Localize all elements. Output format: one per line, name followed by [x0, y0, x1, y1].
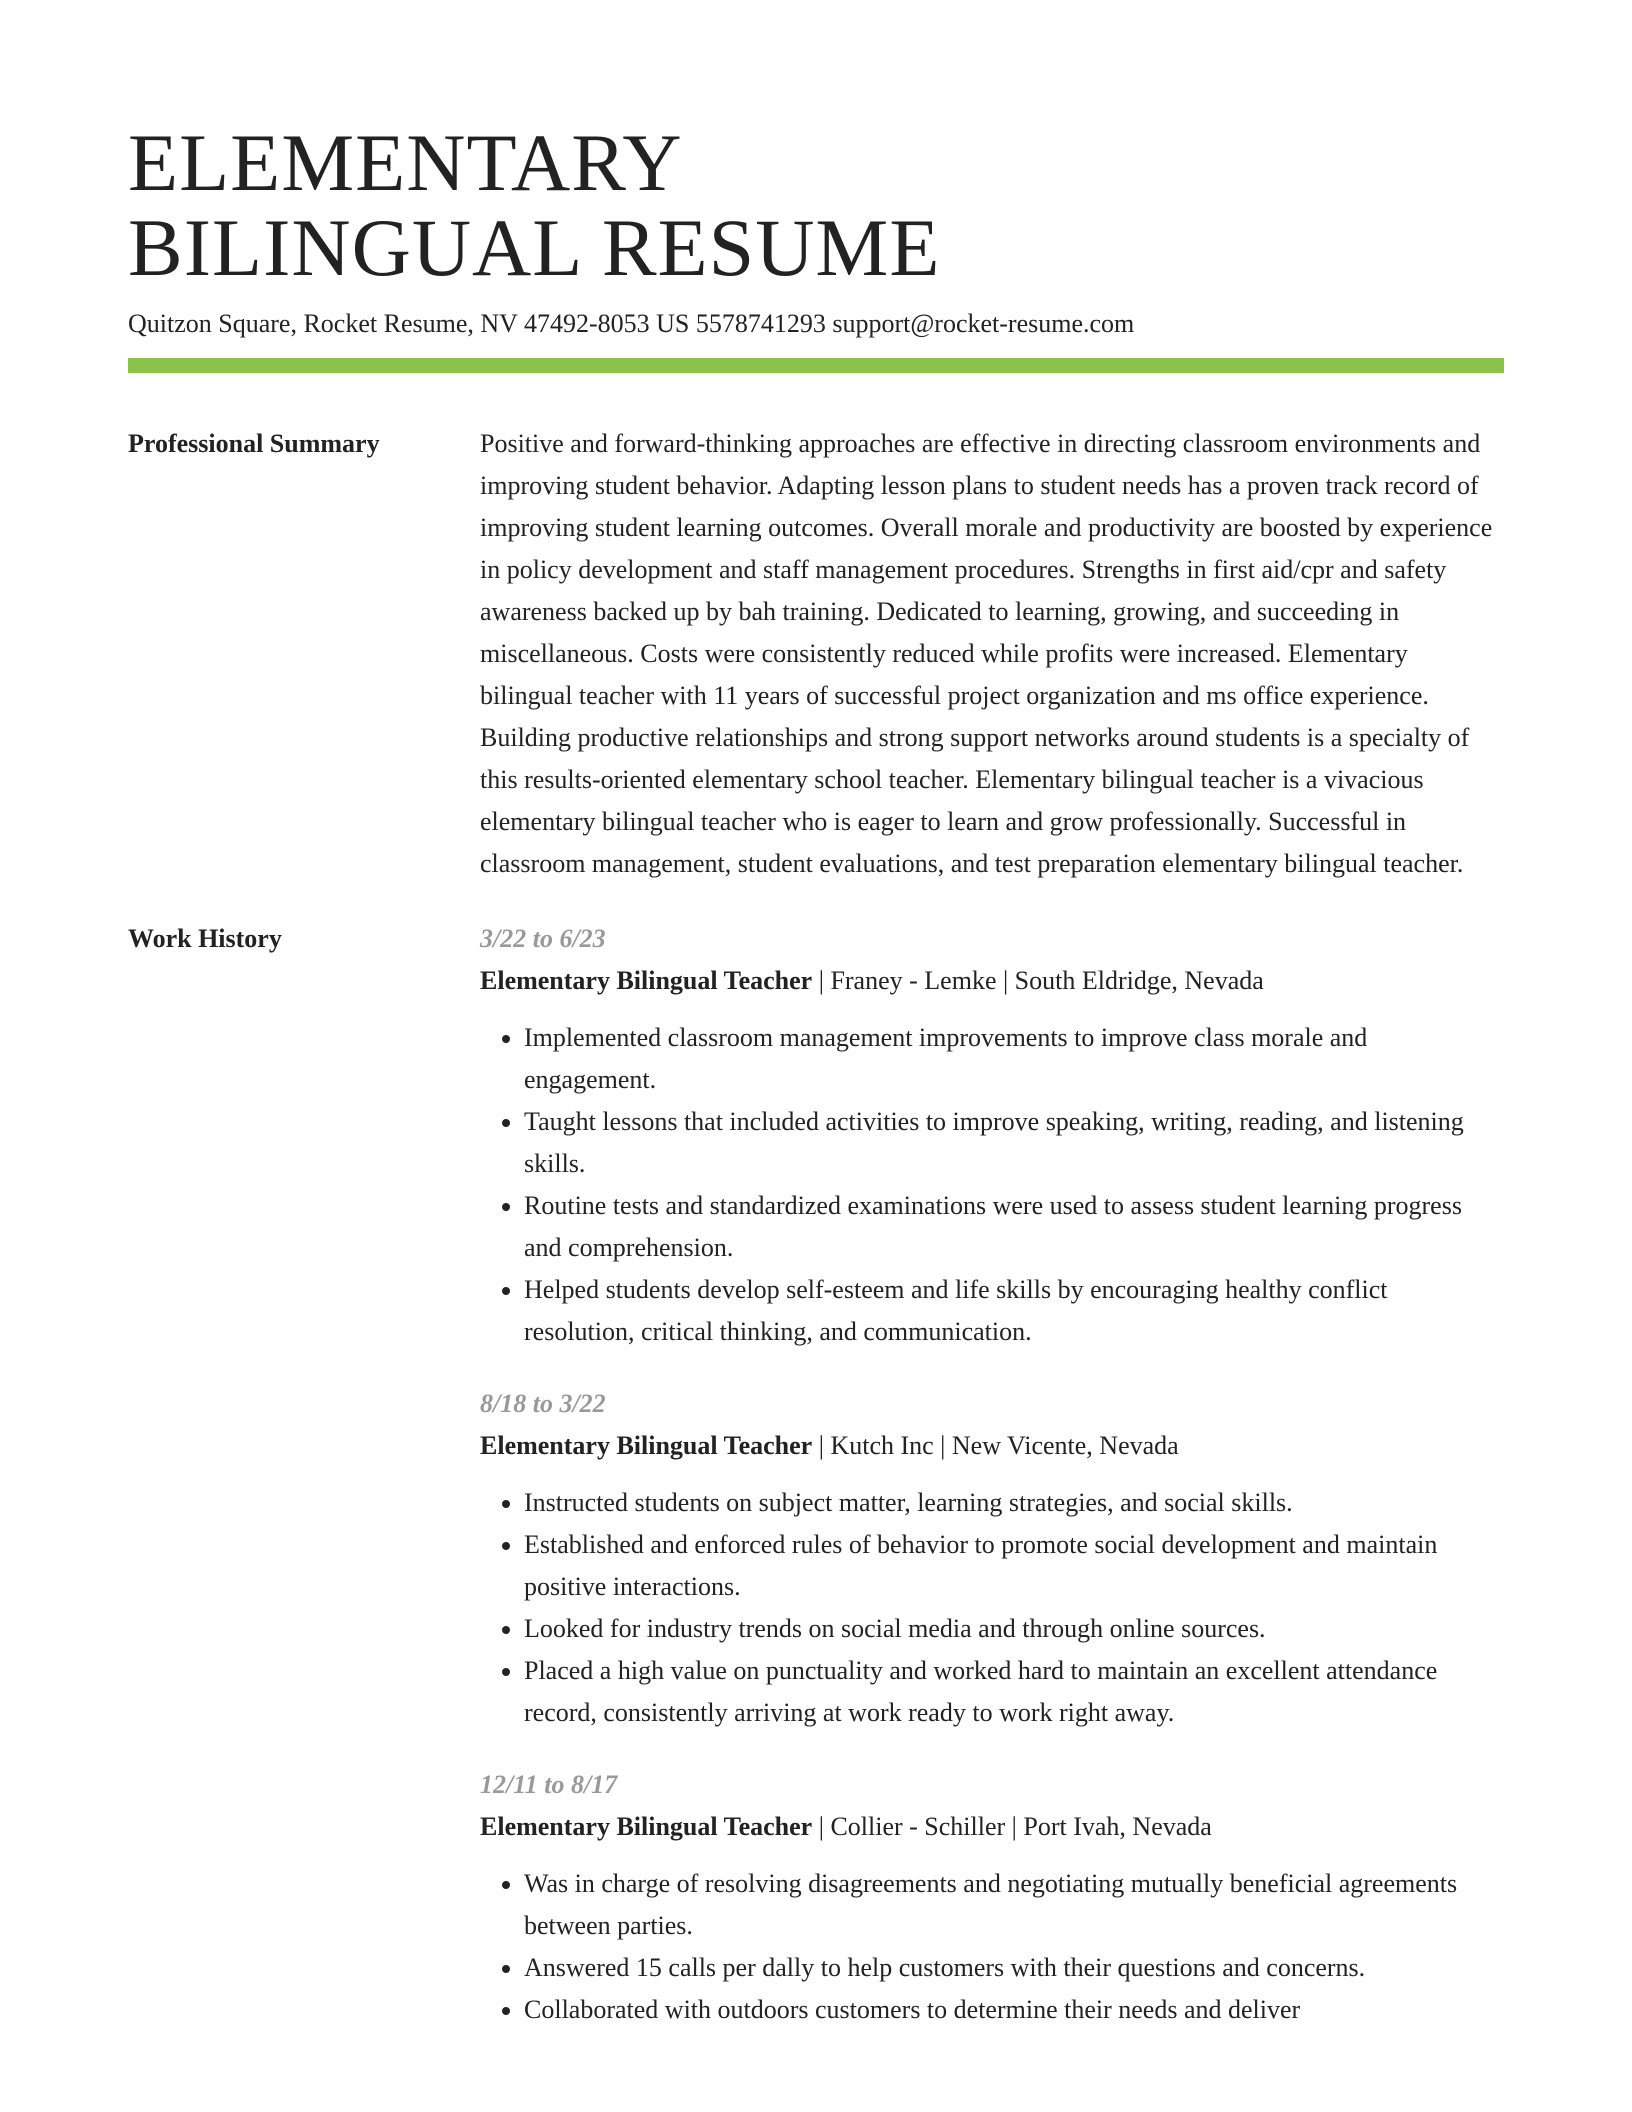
work-history-heading: Work History	[128, 924, 282, 953]
contact-address: Quitzon Square, Rocket Resume, NV 47492-8053 US	[128, 309, 690, 338]
job-dates: 3/22 to 6/23	[480, 924, 606, 953]
job-heading	[480, 1806, 1504, 1848]
job-bullet-list	[480, 1863, 1504, 2031]
professional-summary-body	[480, 423, 1504, 885]
job-details: | Kutch Inc | New Vicente, Nevada	[812, 1431, 1179, 1460]
contact-line	[128, 308, 1504, 340]
header-divider	[128, 358, 1504, 373]
job-heading	[480, 960, 1504, 1002]
job-bullet: • Taught lessons that included activities to improve speaking, writing, reading, and listening skills.	[524, 1101, 1504, 1185]
job-title: Elementary Bilingual Teacher	[480, 1812, 813, 1841]
job-entry	[480, 1764, 1504, 2031]
contact-email: support@rocket-resume.com	[832, 309, 1135, 338]
job-entry	[480, 918, 1504, 1353]
job-details: | Collier - Schiller | Port Ivah, Nevada	[812, 1812, 1212, 1841]
job-bullet: • Helped students develop self-esteem and life skills by encouraging healthy conflict resolution, critical thinking, and communication.	[524, 1269, 1504, 1353]
professional-summary-text: Positive and forward-thinking approaches are effective in directing classroom environments and improving student behavior. Adapting lesson plans to student needs has a proven track record of improving student learning outcomes. Overall morale and productivity are boosted by experience in policy development and staff management procedures. Strengths in first aid/cpr and safety awareness backed up by bah training. Dedicated to learning, growing, and succeeding in miscellaneous. Costs were consistently reduced while profits were increased. Elementary bilingual teacher with 11 years of successful project organization and ms office experience. Building productive relationships and strong support networks around students is a specialty of this results-oriented elementary school teacher. Elementary bilingual teacher is a vivacious elementary bilingual teacher who is eager to learn and grow professionally. Successful in classroom management, student evaluations, and test preparation elementary bilingual teacher.	[480, 429, 1493, 878]
resume-page	[128, 117, 1504, 2061]
work-history-section	[128, 918, 1504, 2061]
job-bullet: • Answered 15 calls per dally to help customers with their questions and concerns.	[524, 1947, 1504, 1989]
job-bullet: • Instructed students on subject matter, learning strategies, and social skills.	[524, 1482, 1504, 1524]
job-bullet: • Routine tests and standardized examinations were used to assess student learning progress and comprehension.	[524, 1185, 1504, 1269]
job-heading	[480, 1425, 1504, 1467]
job-bullet: • Collaborated with outdoors customers to determine their needs and deliver	[524, 1989, 1504, 2031]
job-dates: 8/18 to 3/22	[480, 1389, 606, 1418]
job-bullet: • Looked for industry trends on social media and through online sources.	[524, 1608, 1504, 1650]
job-bullet: • Established and enforced rules of behavior to promote social development and maintain positive interactions.	[524, 1524, 1504, 1608]
resume-title	[128, 117, 1504, 293]
job-bullet-list	[480, 1482, 1504, 1734]
job-bullet: • Placed a high value on punctuality and worked hard to maintain an excellent attendance record, consistently arriving at work ready to work right away.	[524, 1650, 1504, 1734]
job-details: | Franey - Lemke | South Eldridge, Nevada	[812, 966, 1264, 995]
job-title: Elementary Bilingual Teacher	[480, 1431, 813, 1460]
job-bullet: • Implemented classroom management improvements to improve class morale and engagement.	[524, 1017, 1504, 1101]
work-history-body	[480, 918, 1504, 2061]
professional-summary-section	[128, 423, 1504, 885]
title-line-1: ELEMENTARY	[128, 117, 683, 208]
job-entry	[480, 1383, 1504, 1734]
professional-summary-heading: Professional Summary	[128, 429, 380, 458]
job-bullet: • Was in charge of resolving disagreements and negotiating mutually beneficial agreements between parties.	[524, 1863, 1504, 1947]
contact-phone: 5578741293	[695, 309, 826, 338]
title-line-2: BILINGUAL RESUME	[128, 202, 941, 293]
job-dates: 12/11 to 8/17	[480, 1770, 618, 1799]
job-title: Elementary Bilingual Teacher	[480, 966, 813, 995]
job-bullet-list	[480, 1017, 1504, 1353]
